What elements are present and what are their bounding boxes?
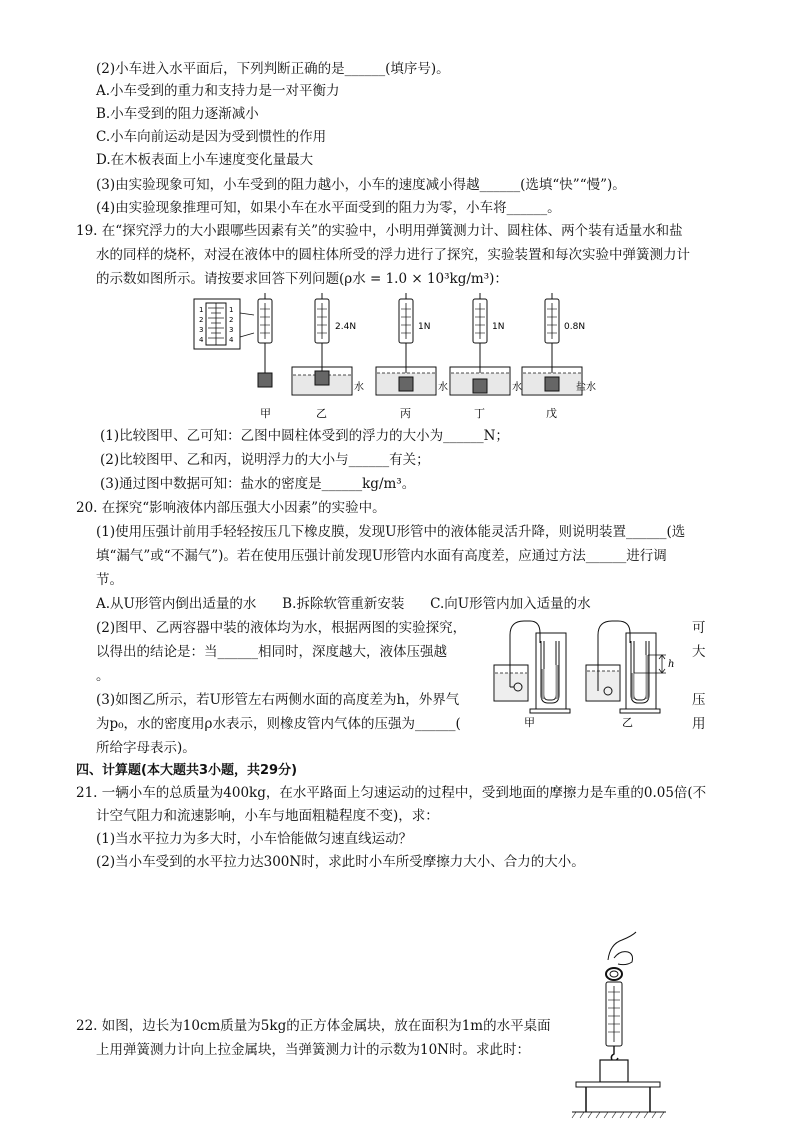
q20-part1-line1: (1)使用压强计前用手轻轻按压几下橡皮膜，发现U形管中的液体能灵活升降，则说明装置______(选 [96,524,686,540]
q19-stem-line1: 19. 在“探究浮力的大小跟哪些因素有关”的实验中，小明用弹簧测力计、圆柱体、两个装有适量水和盐 [76,223,683,239]
section-4-heading: 四、计算题(本大题共3小题，共29分) [76,763,298,778]
q19-stem-line3: 的示数如图所示。请按要求回答下列问题(ρ水 = 1.0 × 10³kg/m³)： [96,271,508,287]
scale-tick-2: 2 [199,316,204,324]
q20-part3-line3: 所给字母表示)。 [96,740,196,756]
scale-tick-3: 3 [199,326,204,334]
q19-sub2: (2)比较图甲、乙和丙，说明浮力的大小与______有关； [100,452,430,468]
q20-part3-line2: 为p₀，水的密度用ρ水表示，则橡皮管内气体的压强为______( [96,716,461,732]
q20-part2-line2-tail: 大 [692,644,706,660]
q21-sub1: (1)当水平拉力为多大时，小车恰能做匀速直线运动？ [96,831,413,847]
q21-sub2: (2)当小车受到的水平拉力达300N时，求此时小车所受摩擦力大小、合力的大小。 [96,854,585,870]
q20-pressure-gauge-figure [486,615,686,730]
setup-yi [292,293,352,395]
q21-stem-line1: 21. 一辆小车的总质量为400kg，在水平路面上匀速运动的过程中，受到地面的摩擦力是车重的0.05倍(不 [76,785,707,801]
q19-stem-line2: 水的同样的烧杯，对浸在液体中的圆柱体所受的浮力进行了探究，实验装置和每次实验中弹簧测力计 [96,247,690,263]
q20-options: A.从U形管内倒出适量的水 B.拆除软管重新安装 C.向U形管内加入适量的水 [96,596,591,612]
scale-tick-2-right: 2 [229,316,234,324]
q19-sub3: (3)通过图中数据可知：盐水的密度是______kg/m³。 [100,476,416,492]
reading-bing: 1N [418,322,431,332]
liquid-label-yi: 水 [354,382,364,393]
liquid-label-ding: 水 [512,382,522,393]
q20-stem: 20. 在探究“影响液体内部压强大小因素”的实验中。 [76,500,386,516]
q20-part3-line1-tail: 压 [692,692,706,708]
height-diff-label: h [668,659,675,670]
q18-option-d: D.在木板表面上小车速度变化量最大 [96,152,314,168]
hand-icon [608,932,636,965]
q18-option-b: B.小车受到的阻力逐渐减小 [96,106,259,122]
q22-stem-line1: 22. 如图，边长为10cm质量为5kg的正方体金属块，放在面积为1m的水平桌面 [76,1018,551,1034]
label-ding: 丁 [474,407,485,420]
q20-part1-line2: 填“漏气”或“不漏气”)。若在使用压强计前发现U形管内水面有高度差，应通过方法______进行调 [96,548,667,564]
q22-stem-line2: 上用弹簧测力计向上拉金属块，当弹簧测力计的示数为10N时。求此时： [96,1042,530,1058]
ring-icon [606,968,622,980]
reading-ding: 1N [492,322,505,332]
q20-part2-line3: 。 [96,668,110,684]
scale-tick-4-right: 4 [229,336,234,344]
q20-part2-line1-tail: 可 [692,620,706,636]
setup-jia [258,293,272,387]
label-yi: 乙 [316,407,327,420]
scale-tick-4: 4 [199,336,204,344]
setup-ding [450,293,510,395]
q20-part1-line3: 节。 [96,572,123,588]
q18-option-c: C.小车向前运动是因为受到惯性的作用 [96,129,327,145]
scale-tick-1: 1 [199,306,204,314]
gauge-yi [586,621,666,713]
setup-bing [376,293,436,395]
q19-buoyancy-figure [190,293,610,423]
reading-wu: 0.8N [564,322,586,332]
setup-wu [522,293,582,395]
q18-part3: (3)由实验现象可知，小车受到的阻力越小，小车的速度减小得越______(选填“快”“慢”)。 [96,177,626,193]
reading-yi: 2.4N [335,322,357,332]
scale-tick-1-right: 1 [229,306,234,314]
q22-spring-scale-figure [570,930,670,1120]
label-wu: 戊 [546,407,557,420]
liquid-label-bing: 水 [438,382,448,393]
q19-sub1: (1)比较图甲、乙可知：乙图中圆柱体受到的浮力的大小为______N； [100,428,509,444]
gauge-label-jia: 甲 [524,716,535,729]
gauge-label-yi: 乙 [622,716,633,729]
scale-inset [194,299,254,349]
metal-block [600,1060,628,1082]
scale-tick-3-right: 3 [229,326,234,334]
liquid-label-wu: 盐水 [576,382,596,393]
hook-icon [611,1046,618,1061]
q18-part4: (4)由实验现象推理可知，如果小车在水平面受到的阻力为零，小车将______。 [96,200,561,216]
table-top [576,1082,660,1087]
q20-part2-line1: (2)图甲、乙两容器中装的液体均为水，根据两图的实验探究， [96,620,467,636]
label-bing: 丙 [400,407,411,420]
q20-part3-line2-tail: 用 [692,716,706,732]
q18-part2: (2)小车进入水平面后，下列判断正确的是______(填序号)。 [96,61,450,77]
label-jia: 甲 [260,407,271,420]
q20-part3-line1: (3)如图乙所示，若U形管左右两侧水面的高度差为h，外界气 [96,692,460,708]
q20-part2-line2: 以得出的结论是：当______相同时，深度越大，液体压强越 [96,644,447,660]
gauge-jia [494,621,570,713]
q18-option-a: A.小车受到的重力和支持力是一对平衡力 [96,83,340,99]
q21-stem-line2: 计空气阻力和流速影响，小车与地面粗糙程度不变)，求： [96,808,439,824]
